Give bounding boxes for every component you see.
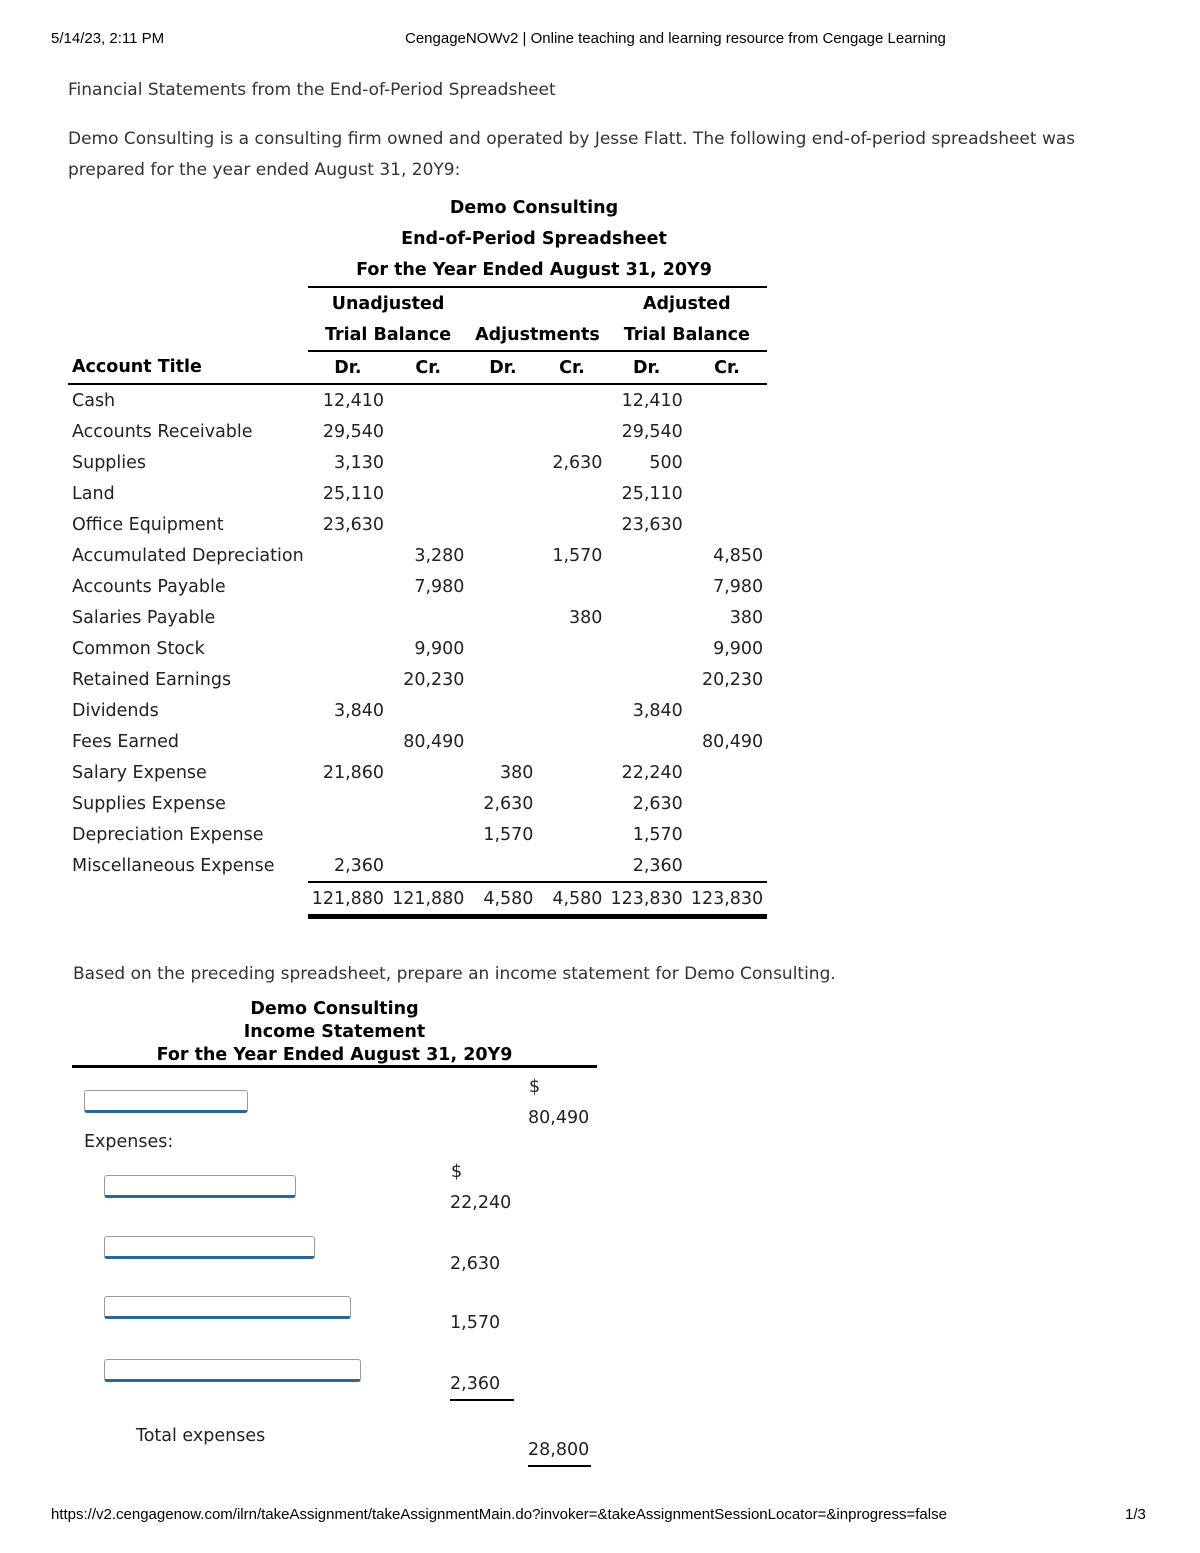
- amount-adj-cr: [537, 664, 606, 695]
- amount-utb-dr: 3,130: [333, 452, 385, 473]
- instruction-text: Based on the preceding spreadsheet, prepare an income statement for Demo Consulting.: [73, 964, 836, 984]
- amount-adj-dr: [468, 602, 537, 633]
- group-adjusted-line1: Adjusted: [606, 287, 767, 319]
- expenses-label: Expenses:: [84, 1132, 174, 1152]
- amount-adj-cr: [537, 633, 606, 664]
- amount-utb-dr: [308, 788, 388, 819]
- amount-atb-cr: [687, 819, 767, 850]
- col-cr: Cr.: [687, 351, 767, 384]
- amount-utb-cr: [388, 416, 468, 447]
- amount-utb-cr: 20,230: [403, 669, 465, 690]
- table-row: [68, 571, 767, 602]
- amount-atb-cr: [687, 695, 767, 726]
- account-title: Cash: [72, 390, 116, 411]
- group-adjusted-line2: Trial Balance: [606, 319, 767, 351]
- total-atb-dr: 123,830: [606, 882, 686, 917]
- amount-utb-dr: [308, 540, 388, 571]
- amount-adj-dr: [468, 447, 537, 478]
- amount-utb-dr: [308, 819, 388, 850]
- table-row: [68, 819, 767, 850]
- amount-utb-cr: 80,490: [403, 731, 465, 752]
- table-row: [68, 850, 767, 882]
- amount-utb-dr: 29,540: [322, 421, 385, 442]
- amount-adj-dr: [468, 416, 537, 447]
- amount-atb-cr: [687, 478, 767, 509]
- amount-atb-dr: 23,630: [621, 514, 683, 535]
- amount-atb-cr: 4,850: [713, 545, 764, 566]
- col-dr: Dr.: [606, 351, 686, 384]
- amount-utb-cr: [388, 384, 468, 416]
- account-title: Miscellaneous Expense: [72, 856, 275, 876]
- amount-atb-dr: [606, 602, 686, 633]
- col-account-title: Account Title: [68, 351, 308, 384]
- amount-adj-cr: 1,570: [552, 545, 603, 566]
- table-row: [68, 447, 767, 478]
- amount-utb-dr: 2,360: [333, 855, 385, 876]
- amount-adj-cr: [537, 788, 606, 819]
- account-title: Office Equipment: [72, 514, 224, 535]
- account-title: Supplies Expense: [72, 793, 226, 814]
- amount-adj-dr: [468, 695, 537, 726]
- account-title: Salaries Payable: [72, 607, 216, 628]
- amount-adj-cr: [537, 819, 606, 850]
- table-row: [68, 757, 767, 788]
- amount-adj-cr: [537, 478, 606, 509]
- amount-utb-cr: [388, 447, 468, 478]
- table-row: [68, 664, 767, 695]
- amount-utb-cr: [388, 757, 468, 788]
- amount-adj-cr: [537, 757, 606, 788]
- group-adjustments: Adjustments: [468, 319, 606, 351]
- amount-atb-dr: 2,360: [632, 855, 683, 876]
- amount-utb-dr: 3,840: [333, 700, 385, 721]
- table-row: [68, 726, 767, 757]
- amount-atb-dr: [606, 664, 686, 695]
- account-title: Salary Expense: [72, 762, 207, 783]
- page-title: Financial Statements from the End-of-Period Spreadsheet: [68, 80, 556, 100]
- amount-atb-cr: [687, 416, 767, 447]
- amount-atb-dr: [606, 633, 686, 664]
- amount-adj-dr: [468, 384, 537, 416]
- is-period: For the Year Ended August 31, 20Y9: [156, 1045, 513, 1065]
- amount-atb-cr: 20,230: [701, 669, 764, 690]
- revenue-amount: 80,490: [528, 1108, 590, 1128]
- amount-utb-cr: [388, 695, 468, 726]
- account-title: Retained Earnings: [72, 669, 232, 690]
- amount-atb-dr: 1,570: [632, 824, 683, 845]
- is-title: Income Statement: [243, 1022, 426, 1042]
- expense-account-input-2[interactable]: [104, 1236, 315, 1259]
- amount-utb-dr: 21,860: [322, 762, 385, 783]
- account-title: Fees Earned: [72, 731, 179, 752]
- spreadsheet-title: End-of-Period Spreadsheet: [401, 229, 667, 249]
- amount-atb-cr: [687, 788, 767, 819]
- account-title: Accounts Receivable: [72, 421, 253, 442]
- amount-adj-dr: 380: [500, 762, 534, 783]
- account-title: Accumulated Depreciation: [72, 545, 304, 566]
- expense-account-input-3[interactable]: [104, 1296, 351, 1319]
- total-atb-cr: 123,830: [687, 882, 767, 917]
- account-title: Land: [72, 483, 115, 504]
- amount-atb-cr: [687, 384, 767, 416]
- amount-atb-cr: [687, 757, 767, 788]
- amount-utb-dr: 25,110: [322, 483, 385, 504]
- amount-adj-cr: [537, 384, 606, 416]
- amount-adj-dr: [468, 633, 537, 664]
- amount-atb-dr: 22,240: [621, 762, 683, 783]
- amount-utb-dr: [308, 633, 388, 664]
- print-datetime: 5/14/23, 2:11 PM: [51, 30, 165, 47]
- account-title: Common Stock: [72, 638, 205, 659]
- expense-amount-2: 2,630: [450, 1254, 501, 1274]
- table-row: [68, 695, 767, 726]
- amount-utb-dr: 23,630: [322, 514, 385, 535]
- amount-utb-cr: 3,280: [414, 545, 465, 566]
- expense-dollar-sign: $: [451, 1162, 463, 1182]
- is-company: Demo Consulting: [250, 999, 419, 1019]
- spreadsheet-table: [68, 286, 767, 919]
- table-row: [68, 540, 767, 571]
- group-unadjusted-line2: Trial Balance: [308, 319, 469, 351]
- total-expenses-amount: 28,800: [528, 1440, 590, 1460]
- account-title: Supplies: [72, 452, 147, 473]
- amount-utb-dr: [308, 664, 388, 695]
- amount-atb-cr: 7,980: [713, 576, 764, 597]
- amount-adj-dr: 2,630: [483, 793, 534, 814]
- amount-adj-cr: 380: [569, 607, 603, 628]
- total-utb-dr: 121,880: [308, 882, 388, 917]
- spreadsheet-period: For the Year Ended August 31, 20Y9: [356, 260, 712, 280]
- amount-adj-dr: [468, 850, 537, 882]
- spreadsheet-company: Demo Consulting: [449, 198, 619, 218]
- total-adj-cr: 4,580: [537, 882, 606, 917]
- amount-utb-dr: [308, 602, 388, 633]
- amount-atb-cr: [687, 509, 767, 540]
- amount-utb-cr: [388, 819, 468, 850]
- amount-atb-dr: 500: [649, 452, 683, 473]
- col-cr: Cr.: [537, 351, 606, 384]
- amount-atb-cr: 380: [729, 607, 764, 628]
- total-utb-cr: 121,880: [388, 882, 468, 917]
- expense-account-input-4[interactable]: [104, 1359, 361, 1382]
- amount-utb-cr: [388, 850, 468, 882]
- revenue-account-input[interactable]: [84, 1090, 248, 1113]
- amount-atb-dr: 25,110: [621, 483, 683, 504]
- amount-adj-cr: [537, 850, 606, 882]
- table-row: [68, 384, 767, 416]
- table-row: [68, 633, 767, 664]
- amount-adj-dr: [468, 478, 537, 509]
- amount-atb-cr: 9,900: [713, 638, 764, 659]
- col-dr: Dr.: [468, 351, 537, 384]
- amount-adj-dr: 1,570: [483, 824, 534, 845]
- intro-text: Demo Consulting is a consulting firm owned and operated by Jesse Flatt. The following end-of-period spreadsheet was prepared for the year ended August 31, 20Y9:: [68, 129, 1076, 180]
- print-url: https://v2.cengagenow.com/ilrn/takeAssignment/takeAssignmentMain.do?invoker=&takeAssignmentSessionLocator=&inprogress=false: [51, 1506, 947, 1523]
- col-dr: Dr.: [308, 351, 388, 384]
- amount-adj-cr: 2,630: [552, 452, 603, 473]
- amount-atb-cr: 80,490: [701, 731, 764, 752]
- amount-adj-cr: [537, 509, 606, 540]
- table-row: [68, 478, 767, 509]
- expense-subtotal-rule: [450, 1399, 514, 1401]
- table-row: [68, 509, 767, 540]
- group-unadjusted-line1: Unadjusted: [308, 287, 469, 319]
- amount-utb-dr: [308, 571, 388, 602]
- amount-atb-dr: 29,540: [621, 421, 683, 442]
- is-header-rule: [72, 1065, 597, 1068]
- expense-account-input-1[interactable]: [104, 1175, 296, 1198]
- amount-adj-cr: [537, 695, 606, 726]
- amount-adj-cr: [537, 726, 606, 757]
- amount-utb-cr: 9,900: [414, 638, 465, 659]
- amount-adj-cr: [537, 571, 606, 602]
- amount-utb-dr: 12,410: [322, 390, 385, 411]
- amount-adj-dr: [468, 509, 537, 540]
- amount-atb-dr: 12,410: [621, 390, 683, 411]
- amount-adj-cr: [537, 416, 606, 447]
- revenue-dollar-sign: $: [529, 1077, 541, 1097]
- amount-utb-cr: [388, 788, 468, 819]
- expense-amount-3: 1,570: [450, 1313, 501, 1333]
- account-title: Depreciation Expense: [72, 824, 264, 845]
- col-cr: Cr.: [388, 351, 468, 384]
- print-page-number: 1/3: [1125, 1506, 1146, 1523]
- amount-atb-cr: [687, 447, 767, 478]
- amount-adj-dr: [468, 540, 537, 571]
- table-row: [68, 416, 767, 447]
- table-row: [68, 602, 767, 633]
- amount-utb-cr: 7,980: [414, 576, 465, 597]
- expense-amount-1: 22,240: [450, 1193, 512, 1213]
- amount-atb-dr: [606, 540, 686, 571]
- total-expenses-label: Total expenses: [136, 1426, 266, 1446]
- total-expenses-rule: [528, 1465, 591, 1467]
- amount-adj-dr: [468, 571, 537, 602]
- total-adj-dr: 4,580: [468, 882, 537, 917]
- amount-utb-cr: [388, 509, 468, 540]
- expense-amount-4: 2,360: [450, 1374, 501, 1394]
- amount-atb-dr: [606, 571, 686, 602]
- amount-utb-cr: [388, 478, 468, 509]
- account-title: Accounts Payable: [72, 576, 226, 597]
- table-row: [68, 788, 767, 819]
- amount-atb-dr: 3,840: [632, 700, 683, 721]
- account-title: Dividends: [72, 700, 159, 721]
- amount-utb-dr: [308, 726, 388, 757]
- amount-atb-dr: [606, 726, 686, 757]
- amount-adj-dr: [468, 664, 537, 695]
- print-title: CengageNOWv2 | Online teaching and learning resource from Cengage Learning: [405, 30, 946, 47]
- amount-atb-dr: 2,630: [632, 793, 683, 814]
- amount-adj-dr: [468, 726, 537, 757]
- amount-utb-cr: [388, 602, 468, 633]
- amount-atb-cr: [687, 850, 767, 882]
